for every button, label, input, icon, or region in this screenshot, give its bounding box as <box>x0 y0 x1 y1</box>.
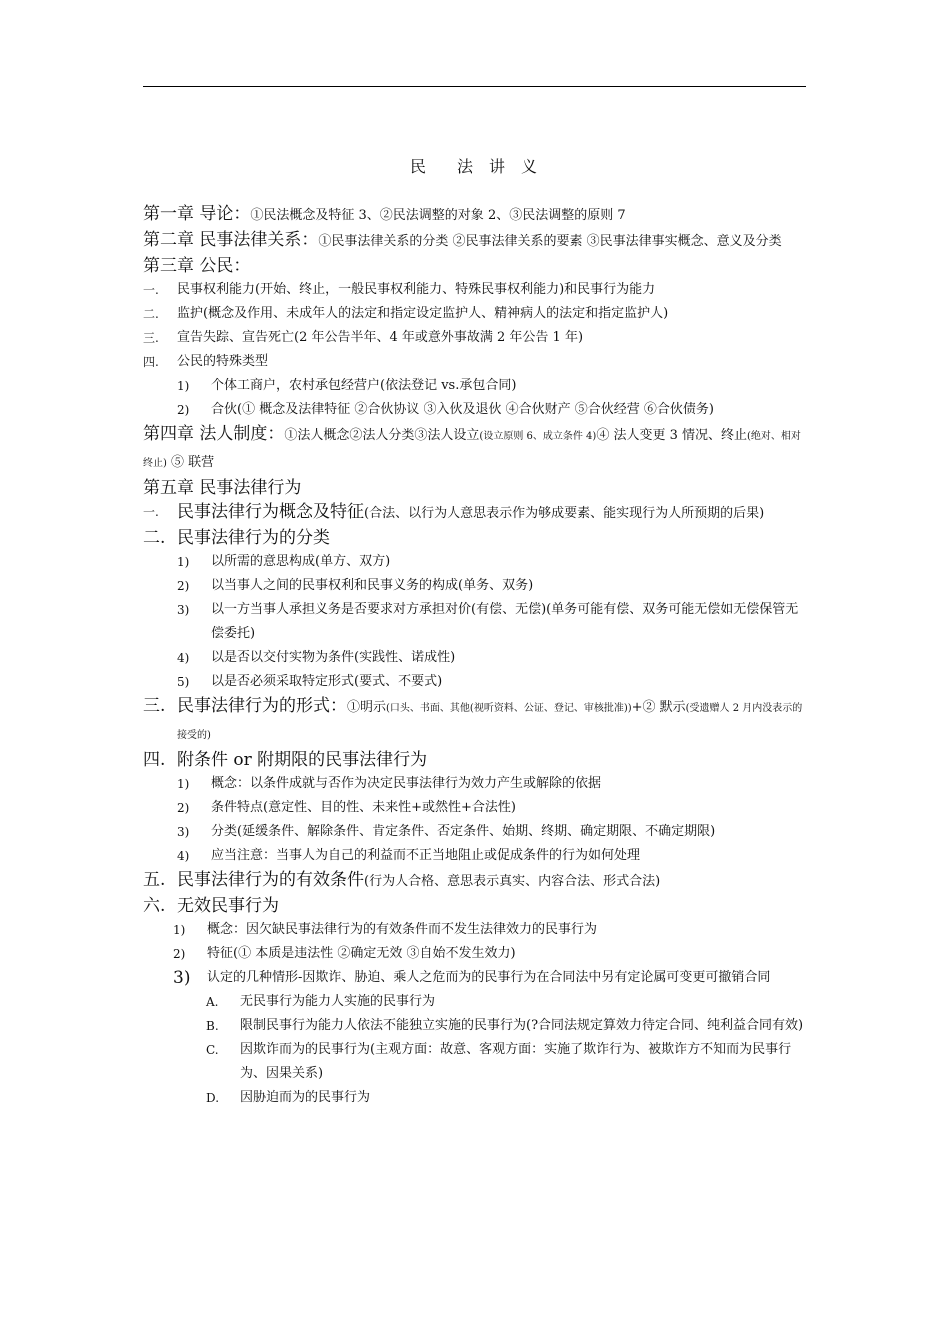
list-item: 4) 以是否以交付实物为条件(实践性、诺成性) <box>177 650 456 665</box>
list-item: C. 因欺诈而为的民事行为(主观方面：故意、客观方面：实施了欺诈行为、被欺诈方不知而为民事行为、因果关系) <box>206 1042 792 1081</box>
chapter-4: 第四章 法人制度：①法人概念②法人分类③法人设立(设立原则 6、成立条件 4)④ 法人变更 3 情况、终止(绝对、相对终止) ⑤ 联营 <box>143 424 801 470</box>
list-item: 三. 宣告失踪、宣告死亡(2 年公告半年、4 年或意外事故满 2 年公告 1 年) <box>143 330 584 345</box>
list-item: A. 无民事行为能力人实施的民事行为 <box>206 994 436 1009</box>
chapter-2: 第二章 民事法律关系：①民事法律关系的分类 ②民事法律关系的要素 ③民事法律事实概念、意义及分类 <box>143 230 782 250</box>
list-item: 3) 以一方当事人承担义务是否要求对方承担对价(有偿、无偿)(单务可能有偿、双务可能无偿如无偿保管无偿委托) <box>177 602 799 641</box>
list-item: 1) 概念：因欠缺民事法律行为的有效条件而不发生法律效力的民事行为 <box>173 922 598 937</box>
header-rule <box>143 86 806 87</box>
chapter-3-heading: 第三章 公民： <box>143 256 251 276</box>
chapter-1: 第一章 导论：①民法概念及特征 3、②民法调整的对象 2、③民法调整的原则 7 <box>143 204 626 224</box>
list-item: 2) 以当事人之间的民事权利和民事义务的构成(单务、双务) <box>177 578 534 593</box>
list-item: 二. 监护(概念及作用、未成年人的法定和指定设定监护人、精神病人的法定和指定监护人) <box>143 306 669 321</box>
section-heading: 二. 民事法律行为的分类 <box>143 528 330 548</box>
chapter-5-heading: 第五章 民事法律行为 <box>143 478 302 498</box>
list-item: 2) 特征(① 本质是违法性 ②确定无效 ③自始不发生效力) <box>173 946 516 961</box>
list-item: 3) 分类(延缓条件、解除条件、肯定条件、否定条件、始期、终期、确定期限、不确定期限) <box>177 824 716 839</box>
section-heading: 三. 民事法律行为的形式：①明示(口头、书面、其他(视听资料、公证、登记、审核批准))+② 默示(受遗赠人 2 月内没表示的接受的) <box>143 696 803 741</box>
list-item: 3) 认定的几种情形-因欺诈、胁迫、乘人之危而为的民事行为在合同法中另有定论属可变更可撤销合同 <box>173 968 771 988</box>
section-heading: 一. 民事法律行为概念及特征(合法、以行为人意思表示作为够成要素、能实现行为人所预期的后果) <box>143 502 765 522</box>
document-body <box>143 202 806 1110</box>
section-heading: 四. 附条件 or 附期限的民事法律行为 <box>143 750 428 770</box>
list-item: 5) 以是否必须采取特定形式(要式、不要式) <box>177 674 443 689</box>
list-item: 一. 民事权利能力(开始、终止，一般民事权利能力、特殊民事权利能力)和民事行为能力 <box>143 282 656 297</box>
list-item: 2) 条件特点(意定性、目的性、未来性+或然性+合法性) <box>177 800 516 815</box>
list-item: 2) 合伙(① 概念及法律特征 ②合伙协议 ③入伙及退伙 ④合伙财产 ⑤合伙经营 ⑥合伙债务) <box>177 402 714 417</box>
list-item: 1) 概念：以条件成就与否作为决定民事法律行为效力产生或解除的依据 <box>177 776 602 791</box>
section-heading: 六. 无效民事行为 <box>143 896 279 916</box>
section-heading: 五. 民事法律行为的有效条件(行为人合格、意思表示真实、内容合法、形式合法) <box>143 870 661 890</box>
list-item: 4) 应当注意：当事人为自己的利益而不正当地阻止或促成条件的行为如何处理 <box>177 848 641 863</box>
list-item: 四. 公民的特殊类型 <box>143 354 269 369</box>
list-item: D. 因胁迫而为的民事行为 <box>206 1090 371 1105</box>
list-item: 1) 以所需的意思构成(单方、双方) <box>177 554 391 569</box>
list-item: B. 限制民事行为能力人依法不能独立实施的民事行为(?合同法规定算效力待定合同、纯利益合同有效) <box>206 1018 804 1033</box>
document-title: 民 法 讲 义 <box>409 157 540 176</box>
list-item: 1) 个体工商户，农村承包经营户(依法登记 vs.承包合同) <box>177 378 517 393</box>
